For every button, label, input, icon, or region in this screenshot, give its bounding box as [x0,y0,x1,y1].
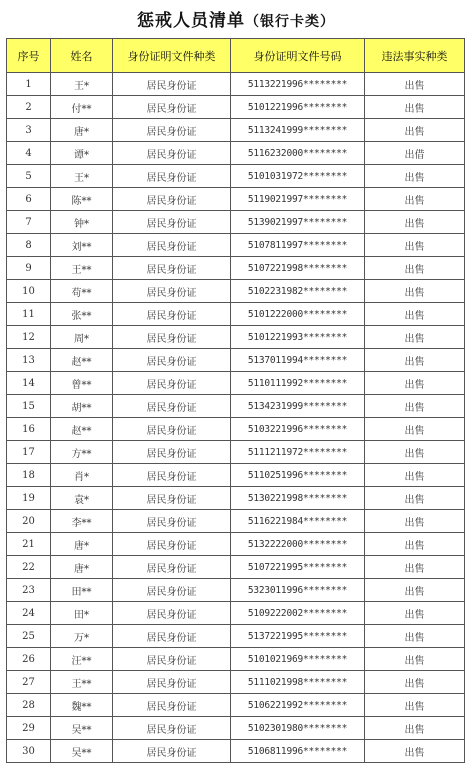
cell-id-type: 居民身份证 [113,234,231,257]
cell-violation-type: 出售 [365,533,465,556]
table-row [7,441,465,464]
cell-name: 魏** [51,694,113,717]
header-id-number: 身份证明文件号码 [231,39,365,73]
cell-id-type: 居民身份证 [113,326,231,349]
cell-id-number: 5116232000******** [231,142,365,165]
cell-name: 周* [51,326,113,349]
cell-id-number: 5101221996******** [231,96,365,119]
cell-name: 张** [51,303,113,326]
cell-name: 王** [51,257,113,280]
cell-name: 刘** [51,234,113,257]
cell-id-number: 5106811996******** [231,740,365,763]
table-row [7,625,465,648]
table-row [7,73,465,96]
cell-violation-type: 出售 [365,418,465,441]
cell-violation-type: 出售 [365,73,465,96]
cell-id-type: 居民身份证 [113,395,231,418]
cell-violation-type: 出售 [365,464,465,487]
table-row [7,418,465,441]
cell-seq: 16 [7,418,51,441]
table-row [7,671,465,694]
cell-seq: 12 [7,326,51,349]
cell-seq: 14 [7,372,51,395]
cell-violation-type: 出售 [365,372,465,395]
cell-id-number: 5102301980******** [231,717,365,740]
cell-name: 王* [51,73,113,96]
cell-id-type: 居民身份证 [113,441,231,464]
cell-violation-type: 出售 [365,648,465,671]
cell-id-type: 居民身份证 [113,533,231,556]
cell-id-number: 5103221996******** [231,418,365,441]
table-row [7,142,465,165]
cell-id-number: 5102231982******** [231,280,365,303]
cell-violation-type: 出售 [365,119,465,142]
cell-id-number: 5110251996******** [231,464,365,487]
cell-id-number: 5119021997******** [231,188,365,211]
table-row [7,694,465,717]
cell-id-number: 5101221993******** [231,326,365,349]
cell-id-number: 5101222000******** [231,303,365,326]
cell-violation-type: 出售 [365,510,465,533]
cell-id-type: 居民身份证 [113,464,231,487]
cell-seq: 3 [7,119,51,142]
cell-name: 苟** [51,280,113,303]
cell-id-type: 居民身份证 [113,694,231,717]
cell-seq: 5 [7,165,51,188]
cell-seq: 19 [7,487,51,510]
cell-seq: 18 [7,464,51,487]
cell-id-type: 居民身份证 [113,487,231,510]
cell-seq: 2 [7,96,51,119]
table-row [7,579,465,602]
cell-violation-type: 出售 [365,211,465,234]
cell-id-type: 居民身份证 [113,280,231,303]
cell-violation-type: 出售 [365,625,465,648]
cell-name: 曾** [51,372,113,395]
table-row [7,533,465,556]
cell-id-number: 5134231999******** [231,395,365,418]
cell-violation-type: 出售 [365,257,465,280]
cell-seq: 13 [7,349,51,372]
cell-name: 陈** [51,188,113,211]
cell-violation-type: 出售 [365,671,465,694]
cell-id-type: 居民身份证 [113,418,231,441]
cell-name: 胡** [51,395,113,418]
cell-id-type: 居民身份证 [113,188,231,211]
cell-violation-type: 出售 [365,96,465,119]
cell-id-number: 5132222000******** [231,533,365,556]
cell-violation-type: 出售 [365,556,465,579]
table-row [7,188,465,211]
cell-violation-type: 出售 [365,188,465,211]
cell-seq: 21 [7,533,51,556]
cell-seq: 15 [7,395,51,418]
cell-name: 赵** [51,349,113,372]
cell-id-type: 居民身份证 [113,349,231,372]
cell-name: 王** [51,671,113,694]
cell-id-number: 5101021969******** [231,648,365,671]
cell-violation-type: 出售 [365,717,465,740]
cell-seq: 11 [7,303,51,326]
cell-name: 唐* [51,556,113,579]
cell-seq: 8 [7,234,51,257]
table-row [7,717,465,740]
cell-id-type: 居民身份证 [113,119,231,142]
cell-name: 唐* [51,119,113,142]
cell-id-type: 居民身份证 [113,602,231,625]
cell-id-number: 5116221984******** [231,510,365,533]
table-row [7,648,465,671]
cell-name: 袁* [51,487,113,510]
table-row [7,257,465,280]
cell-violation-type: 出售 [365,694,465,717]
table-row [7,119,465,142]
cell-name: 唐* [51,533,113,556]
cell-id-number: 5111021998******** [231,671,365,694]
table-row [7,602,465,625]
table-row [7,326,465,349]
cell-seq: 10 [7,280,51,303]
cell-id-number: 5110111992******** [231,372,365,395]
cell-seq: 4 [7,142,51,165]
cell-violation-type: 出售 [365,602,465,625]
cell-id-number: 5137011994******** [231,349,365,372]
cell-violation-type: 出售 [365,395,465,418]
cell-id-number: 5113221996******** [231,73,365,96]
cell-violation-type: 出售 [365,740,465,763]
table-row [7,165,465,188]
cell-name: 付** [51,96,113,119]
cell-seq: 29 [7,717,51,740]
title-subtitle: （银行卡类） [245,14,335,30]
table-header-row [7,39,465,73]
table-row [7,349,465,372]
cell-id-type: 居民身份证 [113,372,231,395]
cell-seq: 25 [7,625,51,648]
cell-violation-type: 出借 [365,142,465,165]
cell-id-number: 5111211972******** [231,441,365,464]
cell-name: 李** [51,510,113,533]
header-violation-type: 违法事实种类 [365,39,465,73]
cell-name: 田** [51,579,113,602]
page-title [0,6,472,31]
cell-id-type: 居民身份证 [113,96,231,119]
cell-id-type: 居民身份证 [113,556,231,579]
cell-id-number: 5107221998******** [231,257,365,280]
cell-id-type: 居民身份证 [113,579,231,602]
cell-seq: 17 [7,441,51,464]
table-row [7,211,465,234]
cell-seq: 28 [7,694,51,717]
cell-id-number: 5107811997******** [231,234,365,257]
cell-violation-type: 出售 [365,326,465,349]
cell-violation-type: 出售 [365,280,465,303]
cell-id-type: 居民身份证 [113,648,231,671]
cell-seq: 1 [7,73,51,96]
cell-violation-type: 出售 [365,579,465,602]
cell-violation-type: 出售 [365,487,465,510]
table-row [7,740,465,763]
header-name: 姓名 [51,39,113,73]
cell-id-type: 居民身份证 [113,73,231,96]
header-seq: 序号 [7,39,51,73]
cell-name: 王* [51,165,113,188]
cell-name: 方** [51,441,113,464]
cell-id-number: 5107221995******** [231,556,365,579]
cell-id-type: 居民身份证 [113,257,231,280]
cell-name: 吴** [51,717,113,740]
cell-id-type: 居民身份证 [113,165,231,188]
cell-name: 钟* [51,211,113,234]
cell-id-number: 5101031972******** [231,165,365,188]
cell-id-number: 5323011996******** [231,579,365,602]
table-row [7,487,465,510]
cell-violation-type: 出售 [365,349,465,372]
cell-seq: 22 [7,556,51,579]
cell-violation-type: 出售 [365,303,465,326]
cell-violation-type: 出售 [365,441,465,464]
table-row [7,556,465,579]
cell-name: 肖* [51,464,113,487]
cell-id-type: 居民身份证 [113,142,231,165]
cell-id-type: 居民身份证 [113,625,231,648]
table-row [7,280,465,303]
cell-name: 赵** [51,418,113,441]
cell-id-type: 居民身份证 [113,303,231,326]
cell-id-type: 居民身份证 [113,740,231,763]
cell-id-number: 5109222002******** [231,602,365,625]
cell-id-type: 居民身份证 [113,510,231,533]
cell-name: 吴** [51,740,113,763]
cell-seq: 26 [7,648,51,671]
table-body [7,73,465,763]
table-row [7,303,465,326]
table-row [7,395,465,418]
title-main: 惩戒人员清单 [137,11,245,31]
cell-name: 汪** [51,648,113,671]
cell-id-type: 居民身份证 [113,671,231,694]
cell-seq: 27 [7,671,51,694]
cell-seq: 7 [7,211,51,234]
cell-seq: 23 [7,579,51,602]
table-row [7,234,465,257]
cell-name: 谭* [51,142,113,165]
cell-name: 万* [51,625,113,648]
cell-seq: 6 [7,188,51,211]
punishment-list-table [6,38,465,763]
table-row [7,510,465,533]
cell-seq: 9 [7,257,51,280]
cell-id-number: 5137221995******** [231,625,365,648]
cell-id-number: 5113241999******** [231,119,365,142]
header-id-type: 身份证明文件种类 [113,39,231,73]
cell-id-type: 居民身份证 [113,211,231,234]
cell-id-number: 5130221998******** [231,487,365,510]
cell-violation-type: 出售 [365,234,465,257]
cell-id-number: 5106221992******** [231,694,365,717]
cell-seq: 20 [7,510,51,533]
cell-name: 田* [51,602,113,625]
table-row [7,464,465,487]
cell-id-type: 居民身份证 [113,717,231,740]
table-row [7,372,465,395]
cell-seq: 30 [7,740,51,763]
table-row [7,96,465,119]
cell-id-number: 5139021997******** [231,211,365,234]
cell-seq: 24 [7,602,51,625]
cell-violation-type: 出售 [365,165,465,188]
